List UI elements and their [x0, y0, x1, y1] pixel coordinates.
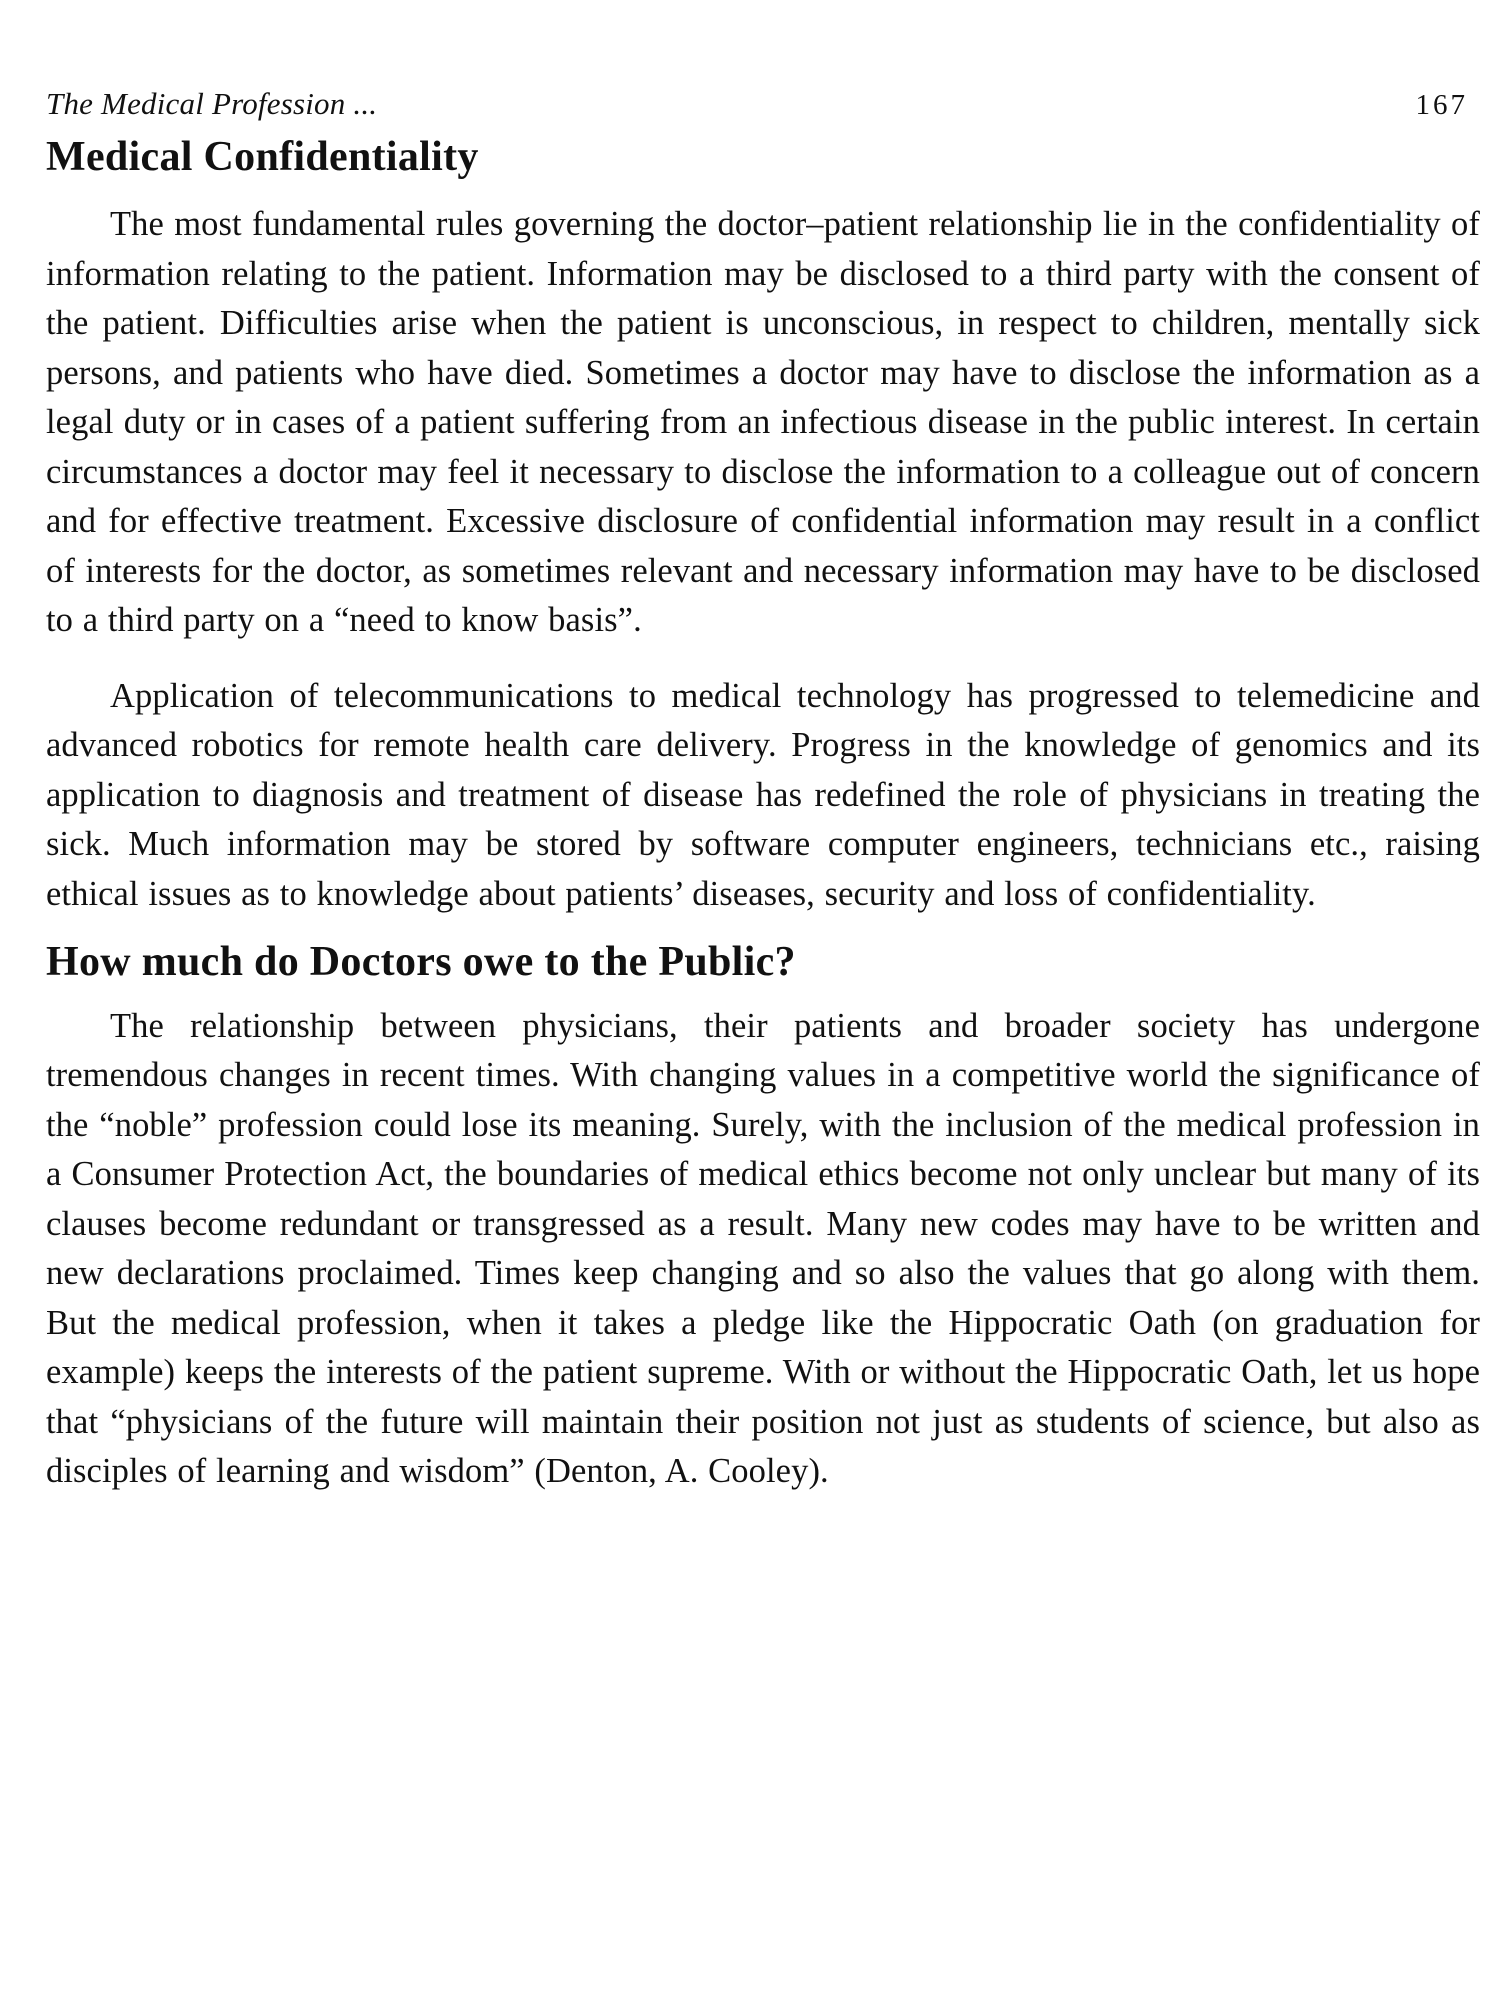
running-header: [46, 86, 1480, 126]
section-heading-medical-confidentiality: Medical Confidentiality: [46, 134, 479, 180]
book-page: [46, 86, 1480, 1497]
section-heading-doctors-owe-public: How much do Doctors owe to the Public?: [46, 939, 796, 986]
body-paragraph: The relationship between physicians, their patients and broader society has undergone tremendous changes in recent times. With changing values in a competitive world the significance of the “noble” profession could lose its meaning. Surely, with the inclusion of the medical profession in a Consumer Protection Act, the boundaries of medical ethics become not only unclear but many of its clauses become redundant or transgressed as a result. Many new codes may have to be written and new declarations proclaimed. Times keep changing and so also the values that go along with them. But the medical profession, when it takes a pledge like the Hippocratic Oath (on graduation for example) keeps the interests of the patient supreme. With or without the Hippocratic Oath, let us hope that “physicians of the future will maintain their position not just as students of science, but also as disciples of learning and wisdom” (Denton, A. Cooley).: [46, 1006, 1480, 1491]
running-title: The Medical Profession ...: [46, 86, 378, 121]
body-paragraph: The most fundamental rules governing the doctor–patient relationship lie in the confidentiality of information relating to the patient. Information may be disclosed to a third party with the consent of the patient. Difficulties arise when the patient is unconscious, in respect to children, mentally sick persons, and patients who have died. Sometimes a doctor may have to disclose the information as a legal duty or in cases of a patient suffering from an infectious disease in the public interest. In certain circumstances a doctor may feel it necessary to disclose the information to a colleague out of concern and for effective treatment. Excessive disclosure of confidential information may result in a conflict of interests for the doctor, as sometimes relevant and necessary information may have to be disclosed to a third party on a “need to know basis”.: [46, 205, 1480, 640]
body-paragraph: Application of telecommunications to medical technology has progressed to telemedicine and advanced robotics for remote health care delivery. Progress in the knowledge of genomics and its application to diagnosis and treatment of disease has redefined the role of physicians in treating the sick. Much information may be stored by software computer engineers, technicians etc., raising ethical issues as to knowledge about patients’ diseases, security and loss of confidentiality.: [46, 676, 1480, 913]
page-number: 167: [1415, 89, 1468, 121]
